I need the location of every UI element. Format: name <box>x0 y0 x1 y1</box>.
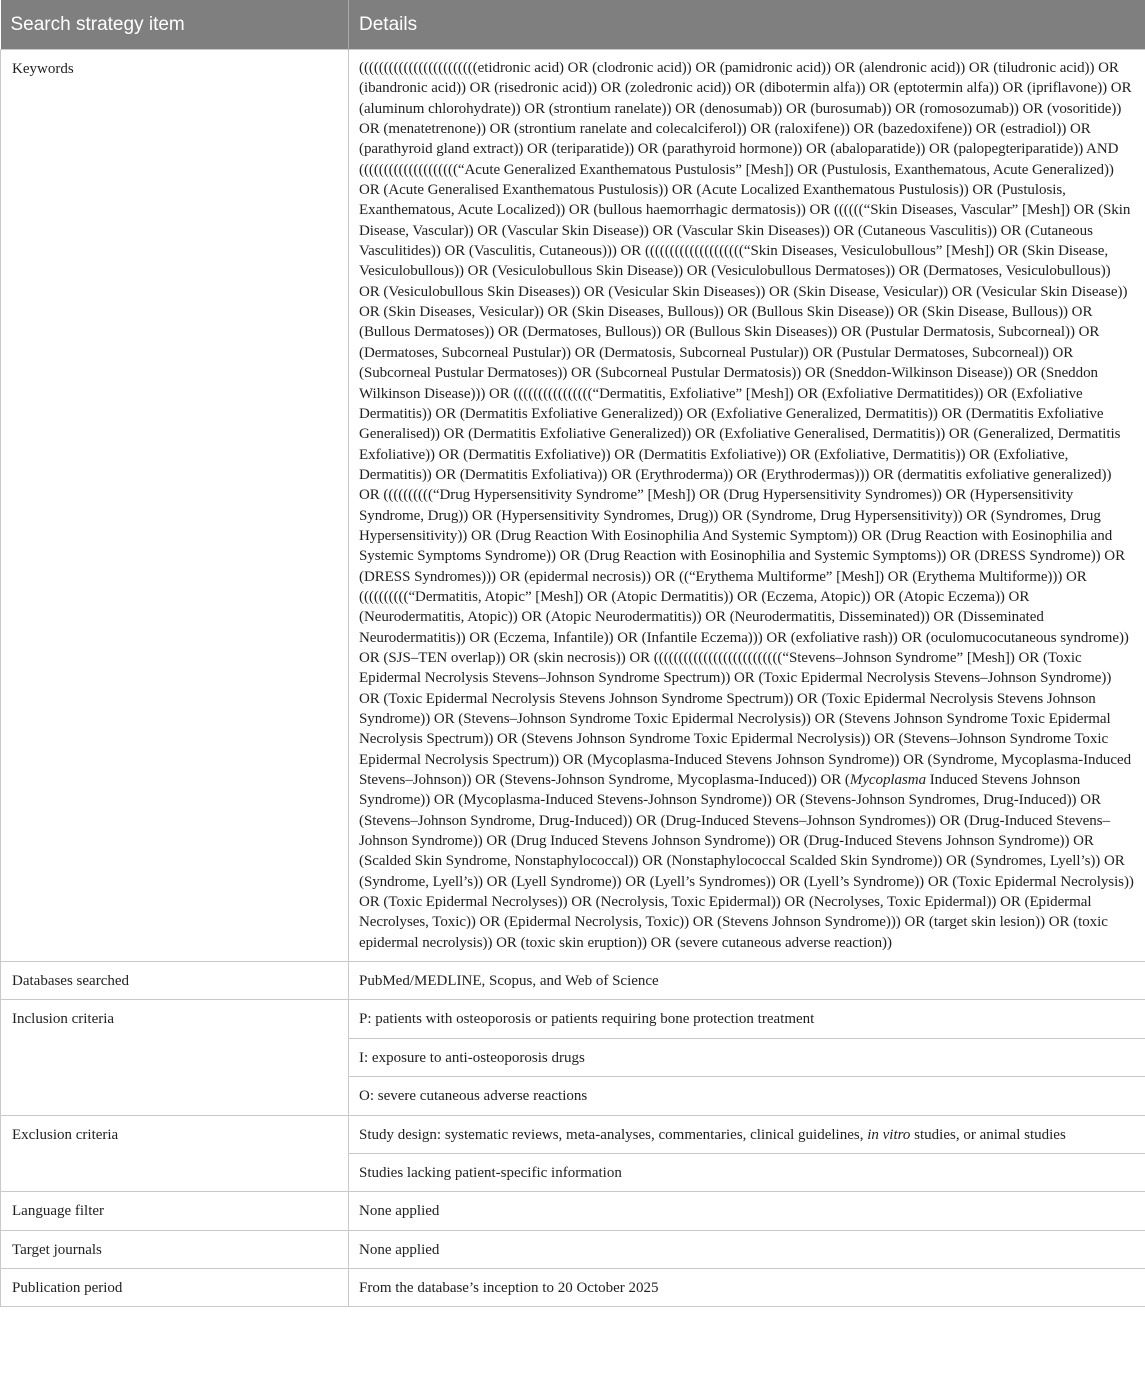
language-label: Language filter <box>1 1192 349 1230</box>
journals-row <box>1 1230 1145 1268</box>
exclusion-item <box>349 1115 1145 1153</box>
keywords-text-part1: ((((((((((((((((((((((((etidronic acid) OR (clodronic acid)) OR (pamidronic acid)) OR (alendronic acid)) OR (tiludronic acid)) OR (ibandronic acid)) OR (risedronic acid)) OR (zoledronic acid)) OR (dibotermin alfa)) OR (eptotermin alfa)) OR (ipriflavone)) OR (aluminum chlorohydrate)) OR (strontium ranelate)) OR (denosumab)) OR (burosumab)) OR (romosozumab)) OR (vosoritide)) OR (menatetrenone)) OR (strontium ranelate and colecalciferol)) OR (raloxifene)) OR (bazedoxifene)) OR (estradiol)) OR (parathyroid gland extract)) OR (teriparatide)) OR (parathyroid hormone)) OR (abaloparatide)) OR (palopegteriparatide)) AND ((((((((((((((((((((“Acute Generalized Exanthematous Pustulosis” [Mesh]) OR (Pustulosis, Exanthematous, Acute Generalized)) OR (Acute Generalised Exanthematous Pustulosis)) OR (Acute Localized Exanthematous Pustulosis)) OR (Pustulosis, Exanthematous, Acute Localized)) OR (bullous haemorrhagic dermatosis)) OR ((((((“Skin Diseases, Vascular” [Mesh]) OR (Skin Disease, Vascular)) OR (Vascular Skin Disease)) OR (Vascular Skin Diseases)) OR (Cutaneous Vasculitis)) OR (Cutaneous Vasculitides)) OR (Vasculitis, Cutaneous))) OR ((((((((((((((((((((“Skin Diseases, Vesiculobullous” [Mesh]) OR (Skin Disease, Vesiculobullous)) OR (Vesiculobullous Skin Disease)) OR (Vesiculobullous Dermatoses)) OR (Dermatoses, Vesiculobullous)) OR (Vesiculobullous Skin Diseases)) OR (Vesicular Skin Diseases)) OR (Skin Disease, Vesicular)) OR (Vesicular Skin Disease)) OR (Skin Diseases, Vesicular)) OR (Skin Diseases, Bullous)) OR (Bullous Skin Disease)) OR (Skin Disease, Bullous)) OR (Bullous Dermatoses)) OR (Dermatoses, Bullous)) OR (Bullous Skin Diseases)) OR (Pustular Dermatosis, Subcorneal)) OR (Dermatoses, Subcorneal Pustular)) OR (Dermatosis, Subcorneal Pustular)) OR (Pustular Dermatoses, Subcorneal)) OR (Subcorneal Pustular Dermatoses)) OR (Subcorneal Pustular Dermatosis)) OR (Sneddon-Wilkinson Disease)) OR (Sneddon Wilkinson Disease))) OR ((((((((((((((((“Dermatitis, Exfoliative” [Mesh]) OR (Exfoliative Dermatitides)) OR (Exfoliative Dermatitis)) OR (Dermatitis Exfoliative Generalized)) OR (Exfoliative Generalized, Dermatitis)) OR (Dermatitis Exfoliative Generalised)) OR (Dermatitis Exfoliative Generalized)) OR (Exfoliative Generalised, Dermatitis)) OR (Generalized, Dermatitis Exfoliative)) OR (Dermatitis Exfoliative)) OR (Dermatitis Exfoliative)) OR (Exfoliative, Dermatitis)) OR (Exfoliative, Dermatitis)) OR (Dermatitis Exfoliativa)) OR (Erythroderma)) OR (Erythrodermas))) OR (dermatitis exfoliative generalized)) OR ((((((((((“Drug Hypersensitivity Syndrome” [Mesh]) OR (Drug Hypersensitivity Syndromes)) OR (Hypersensitivity Syndrome, Drug)) OR (Hypersensitivity Syndromes, Drug)) OR (Syndrome, Drug Hypersensitivity)) OR (Syndromes, Drug Hypersensitivity)) OR (Drug Reaction With Eosinophilia And Systemic Symptom)) OR (Drug Reaction with Eosinophilia and Systemic Symptoms Syndrome)) OR (Drug Reaction with Eosinophilia and Systemic Symptoms)) OR (DRESS Syndrome)) OR (DRESS Syndromes))) OR (epidermal necrosis)) OR ((“Erythema Multiforme” [Mesh]) OR (Erythema Multiforme))) OR ((((((((((“Dermatitis, Atopic” [Mesh]) OR (Atopic Dermatitis)) OR (Eczema, Atopic)) OR (Atopic Eczema)) OR (Neurodermatitis, Atopic)) OR (Atopic Neurodermatitis)) OR (Neurodermatitis, Disseminated)) OR (Disseminated Neurodermatitis)) OR (Eczema, Infantile)) OR (Infantile Eczema))) OR (exfoliative rash)) OR (oculomucocutaneous syndrome)) OR (SJS–TEN overlap)) OR (skin necrosis)) OR ((((((((((((((((((((((((((“Stevens–Johnson Syndrome” [Mesh]) OR (Toxic Epidermal Necrolysis Stevens–Johnson Syndrome Spectrum)) OR (Toxic Epidermal Necrolysis Stevens–Johnson Syndrome)) OR (Toxic Epidermal Necrolysis Stevens Johnson Syndrome Spectrum)) OR (Toxic Epidermal Necrolysis Stevens Johnson Syndrome)) OR (Stevens–Johnson Syndrome Toxic Epidermal Necrolysis)) OR (Stevens Johnson Syndrome Toxic Epidermal Necrolysis Spectrum)) OR (Stevens Johnson Syndrome Toxic Epidermal Necrolysis)) OR (Stevens–Johnson Syndrome Toxic Epidermal Necrolysis Spectrum)) OR (Mycoplasma-Induced Stevens Johnson Syndrome)) OR (Syndrome, Mycoplasma-Induced Stevens–Johnson)) OR (Stevens-Johnson Syndrome, Mycoplasma-Induced)) OR ( <box>359 60 1132 789</box>
journals-value: None applied <box>349 1230 1145 1268</box>
databases-label: Databases searched <box>1 962 349 1000</box>
header-search-strategy-item: Search strategy item <box>1 0 349 50</box>
keywords-details <box>349 50 1145 962</box>
databases-value: PubMed/MEDLINE, Scopus, and Web of Science <box>349 962 1145 1000</box>
inclusion-item: P: patients with osteoporosis or patients requiring bone protection treatment <box>349 1000 1145 1038</box>
header-details: Details <box>349 0 1145 50</box>
exclusion-row <box>1 1115 1145 1153</box>
keywords-text-part2: Induced Stevens Johnson Syndrome)) OR (Mycoplasma-Induced Stevens-Johnson Syndrome)) OR (Stevens-Johnson Syndromes, Drug-Induced)) OR (Stevens–Johnson Syndrome, Drug-Induced)) OR (Drug-Induced Stevens–Johnson Syndromes)) OR (Drug-Induced Stevens–Johnson Syndrome)) OR (Drug Induced Stevens Johnson Syndrome)) OR (Drug-Induced Stevens Johnson Syndrome)) OR (Scalded Skin Syndrome, Nonstaphylococcal)) OR (Nonstaphylococcal Scalded Skin Syndrome)) OR (Syndromes, Lyell’s)) OR (Syndrome, Lyell’s)) OR (Lyell Syndrome)) OR (Lyell’s Syndromes)) OR (Lyell’s Syndrome)) OR (Toxic Epidermal Necrolysis)) OR (Toxic Epidermal Necrolyses)) OR (Necrolysis, Toxic Epidermal)) OR (Necrolyses, Toxic Epidermal)) OR (Epidermal Necrolyses, Toxic)) OR (Epidermal Necrolysis, Toxic)) OR (Stevens Johnson Syndrome))) OR (target skin lesion)) OR (toxic epidermal necrolysis)) OR (toxic skin eruption)) OR (severe cutaneous adverse reaction)) <box>359 772 1134 951</box>
inclusion-item: O: severe cutaneous adverse reactions <box>349 1077 1145 1115</box>
header-row <box>1 0 1145 50</box>
inclusion-item: I: exposure to anti-osteoporosis drugs <box>349 1038 1145 1076</box>
period-value: From the database’s inception to 20 October 2025 <box>349 1268 1145 1306</box>
inclusion-row <box>1 1000 1145 1038</box>
exclusion-text-after: studies, or animal studies <box>910 1126 1066 1143</box>
inclusion-label: Inclusion criteria <box>1 1000 349 1115</box>
keywords-label: Keywords <box>1 50 349 962</box>
period-label: Publication period <box>1 1268 349 1306</box>
exclusion-text-before: Study design: systematic reviews, meta-analyses, commentaries, clinical guidelines, <box>359 1126 868 1143</box>
exclusion-item: Studies lacking patient-specific information <box>349 1153 1145 1191</box>
keywords-row <box>1 50 1145 962</box>
period-row <box>1 1268 1145 1306</box>
exclusion-text-italic: in vitro <box>867 1126 911 1143</box>
keywords-text-italic: Mycoplasma <box>849 772 927 789</box>
exclusion-label: Exclusion criteria <box>1 1115 349 1192</box>
journals-label: Target journals <box>1 1230 349 1268</box>
language-value: None applied <box>349 1192 1145 1230</box>
databases-row <box>1 962 1145 1000</box>
language-row <box>1 1192 1145 1230</box>
